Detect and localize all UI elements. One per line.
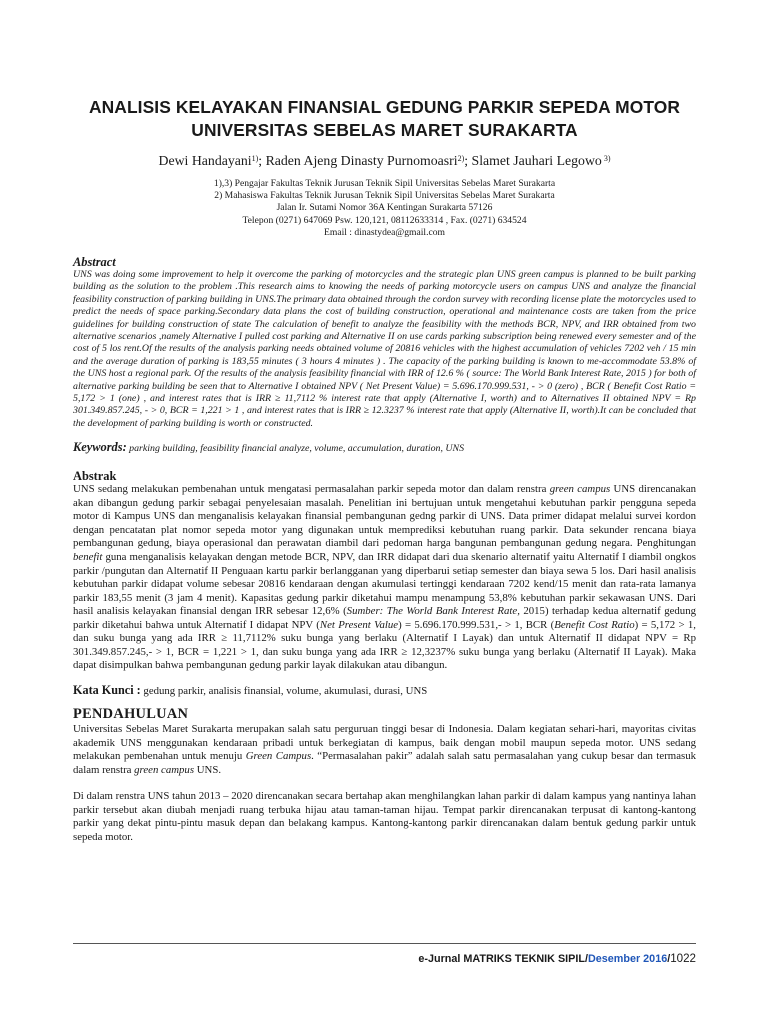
keywords-label: Keywords: [73, 440, 127, 455]
section-heading-pendahuluan: PENDAHULUAN [73, 705, 189, 722]
abstrak-segment: ) = 5.696.170.999.531,- > 1, BCR ( [398, 618, 555, 631]
kata-kunci-label: Kata Kunci : [73, 682, 141, 697]
abstrak-segment: Sumber: The World Bank Interest Rate, [346, 605, 520, 618]
abstrak-segment: Benefit Cost Ratio [554, 618, 635, 631]
footer-slash: / [584, 953, 588, 965]
author-1: Dewi Handayani$^{1)}$; [158, 153, 266, 168]
author-2: Raden Ajeng Dinasty Purnomoasri$^{2)}$; [265, 153, 472, 168]
footer-slash: / [667, 953, 671, 965]
abstract-text: UNS was doing some improvement to help it overcome the parking of motorcycles and the strategic plan UNS green campus is planned to be built parking building as the solution to the problem .This research aims to knowing the needs of parking motorcycle users on campus UNS and analyze the financial feasibility construction of parking building in UNS.The primary data obtained through the cordon survey with recording license plate the motorcycles used to predict the needs of space parking.Secondary data plans the cost of building construction, operational and maintenance costs are taken from the price guidelines for building construction of state The calculation of benefit to analyze the feasibility with the methods BCR, NPV, and IRR obtained from two alternative scenarios ,namely Alternative I pulled cost parking and Alternative II on use cards parking subscription being renewed every semester and of the cost of 5 los rent.Of the results of the analysis parking needs obtained volume of 20816 vehicles with the highest accumulation of vehicles 7202 veh / 15 min and the average duration of parking is 183,55 minutes ( 3 hours 4 minutes ) . The capacity of the parking building is known to me-accommodate 53.8% of the UNS host a regional park. Of the results of the analysis feasibility financial with IRR of 12.6 % ( source: The World Bank Interest Rate, 2015 ) for both of alternative parking building be seen that to Alternative I obtained NPV ( Net Present Value) = 5.696.170.999.531, - > 0 (zero) , BCR ( Benefit Cost Ratio = 5,172 > 1 (one) , and interest rates that is IRR ≥ 11,7112 % interest rate that apply (Alternative I, worth) and to Alternatives II obtained NPV = Rp 301.349.857.245, - > 0, BCR = 1,221 > 1 , and interest rates that is IRR ≥ 12.3237 % interest rate that apply (Alternative II, worth).It can be concluded that the development of parking building is worth or constructed. [73, 269, 696, 429]
journal-prefix: e-Jurnal [418, 953, 464, 965]
kata-kunci-text: gedung parkir, analisis finansial, volume, akumulasi, durasi, UNS [140, 684, 428, 697]
abstrak-segment: Net Present Value [319, 618, 399, 631]
affiliations [73, 178, 696, 239]
footer-rule [73, 943, 696, 944]
abstrak-segment: UNS sedang melakukan pembenahan untuk mengatasi permasalahan parkir sepeda motor dan dalam renstra [73, 483, 550, 496]
abstrak-text [73, 483, 696, 673]
abstrak-segment: ) = 5,172 > 1, dan suku bunga yang ada IRR ≥ 11,7112% suku bunga yang berlaku (Alternatif I Layak) dan untuk Alternatif II didapat NPV = Rp 301.349.857.245,- > 1, BCR = 1,221 > 1, dan suku bunga yang ada IRR ≥ 12,3237% suku bunga yang berlaku (Alternatif II Layak). Maka dapat disimpulkan bahwa pembangunan gedung parkir layak dilakukan atau dibangun. [73, 618, 696, 672]
abstrak-segment: guna menganalisis kelayakan dengan metode BCR, NPV, dan IRR didapat dari dua skenario alternatif yaitu Alternatif I diambil ongkos parkir /pungutan dan Alternatif II Penguaan kartu parkir berlangganan yang diperbarui setiap semester dan biaya sewa 5 los. Dari hasil analisis kebutuhan parkir didapat volume sebesar 20816 kendaraan dengan akumulasi tertinggi kendaraan 7202 kend/15 menit dan rata-rata lamanya parkir 183,55 menit (3 jam 4 menit). Kapasitas gedung parkir diketahui mampu menampung 53,8% kebutuhan parkir sekawasan UNS. Dari hasil analisis kelayakan finansial dengan IRR sebesar 12,6% ( [73, 551, 696, 618]
abstract-heading: Abstract [73, 255, 116, 270]
paper-page [73, 96, 696, 844]
pendahuluan-segment: . “Permasalahan pakir” adalah salah satu permasalahan yang cukup besar dan termasuk dalam renstra [73, 750, 696, 776]
abstrak-segment: 2015) terhadap kedua alternatif gedung parkir diketahui bahwa untuk Alternatif I didapat NPV ( [73, 605, 696, 631]
page-number: 1022 [670, 952, 696, 965]
pendahuluan-segment: UNS. [194, 763, 222, 776]
title-line-1: ANALISIS KELAYAKAN FINANSIAL GEDUNG PARKIR SEPEDA MOTOR [88, 97, 681, 117]
paper-title [73, 96, 696, 142]
abstrak-segment: benefit [73, 551, 103, 564]
pendahuluan-paragraph-2: Di dalam renstra UNS tahun 2013 – 2020 direncanakan secara bertahap akan menghilangkan lahan parkir di dalam kampus yang nantinya lahan parkir tersebut akan diubah menjadi ruang terbuka hijau atau taman-taman hijau. Tempat parkir direncanakan terpusat di kantong-kantong parkir yang dekat pintu-pintu masuk depan dan belakang kampus. Kantong-kantong parkir direncanakan dalam bentuk gedung parkir untuk sepeda motor. [73, 790, 696, 843]
title-line-2: UNIVERSITAS SEBELAS MARET SURAKARTA [191, 120, 578, 140]
journal-name: MATRIKS TEKNIK SIPIL [463, 953, 585, 965]
keywords-text: parking building, feasibility financial analyze, volume, accumulation, duration, UNS [126, 443, 465, 455]
pendahuluan-paragraph-1 [73, 723, 696, 777]
address-line: Jalan Ir. Sutami Nomor 36A Kentingan Surakarta 57126 [276, 202, 493, 214]
email-line: Email : dinastydea@gmail.com [324, 226, 445, 238]
affiliation-line: 1),3) Pengajar Fakultas Teknik Jurusan Teknik Sipil Universitas Sebelas Maret Surakarta [213, 178, 556, 189]
phone-line: Telepon (0271) 647069 Psw. 120,121, 08112633314 , Fax. (0271) 634524 [242, 214, 527, 226]
abstrak-segment: UNS direncanakan akan dibangun gedung parkir sebagai penyelesaian masalah. Penelitian ini bertujuan untuk mengetahui kebutuhan parkir pengguna sepeda motor di Kampus UNS dan menganalisis kelayakan finansial pembangunan gedng parkir di UNS. Data primer didapat melalui survei kordon dengan pencatatan plat nomor sepeda motor yang digunakan untuk memprediksi kebutuhan ruang parkir. Data sekunder rencana biaya pembangunan gedung, biaya operasional dan perawatan diambil dari pedoman harga bangunan pembangunan gedung negara. Penghitungan [73, 483, 697, 550]
author-3: Slamet Jauhari Legowo $^{3)}$ [471, 153, 611, 168]
pendahuluan-segment: Green Campus [245, 750, 312, 763]
abstrak-segment: green campus [549, 483, 611, 496]
journal-footer [418, 952, 696, 965]
keywords [73, 440, 696, 456]
affiliation-line: 2) Mahasiswa Fakultas Teknik Jurusan Teknik Sipil Universitas Sebelas Maret Surakarta [214, 190, 555, 202]
issue-date: Desember 2016 [587, 953, 668, 965]
abstrak-heading: Abstrak [73, 469, 117, 484]
author-list [73, 152, 696, 170]
pendahuluan-segment: Universitas Sebelas Maret Surakarta merupakan salah satu perguruan tinggi besar di Indonesia. Dalam kegiatan sehari-hari, mayoritas civitas akademik UNS menggunakan kendaraan pribadi untuk berkegiatan di kampus, baik dengan mobil maupun sepeda motor. UNS sedang melakukan pembenahan untuk menuju [73, 722, 696, 763]
kata-kunci [73, 683, 696, 698]
pendahuluan-segment: green campus [134, 763, 195, 776]
